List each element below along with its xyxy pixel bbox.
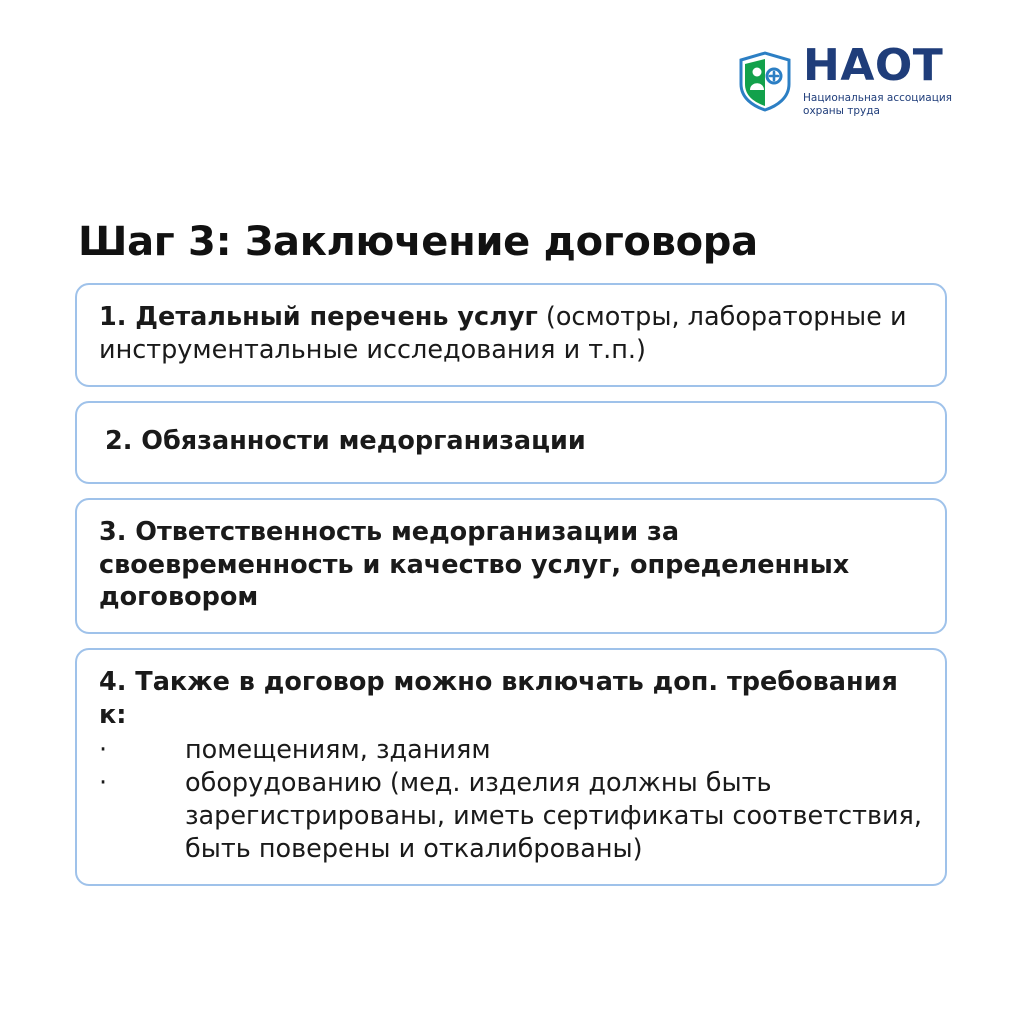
card-medorg-responsibility: [75, 498, 947, 635]
list-item: [99, 767, 923, 866]
card-1-bold-text: 1. Детальный перечень услуг: [99, 302, 538, 332]
card-2-text: 2. Обязанности медорганизации: [105, 425, 586, 456]
bullet-text: помещениям, зданиям: [185, 735, 491, 766]
card-additional-requirements: [75, 648, 947, 885]
card-4-text: 4. Также в договор можно включать доп. требования к:: [99, 667, 898, 731]
bullet-icon: ·: [99, 768, 108, 799]
page-title: Шаг 3: Заключение договора: [78, 218, 758, 265]
logo: [737, 40, 952, 118]
card-3-text: 3. Ответственность медорганизации за своевременность и качество услуг, определенных договором: [99, 516, 850, 613]
card-medorg-duties: [75, 401, 947, 484]
cards-list: [75, 283, 947, 886]
bullet-text: оборудованию (мед. изделия должны быть зарегистрированы, иметь сертификаты соответствия, быть поверены и откалиброваны): [185, 768, 922, 864]
card-services-list: [75, 283, 947, 387]
list-item: [99, 734, 923, 767]
shield-person-icon: [737, 50, 793, 112]
bullet-icon: ·: [99, 735, 108, 766]
logo-subtitle-line1: Национальная ассоциация: [803, 92, 952, 104]
logo-title: НАОТ: [803, 40, 944, 91]
card-4-bullet-list: [99, 734, 923, 866]
card-1-rest-text: (осмотры, лабораторные и инструментальные исследования и т.п.): [99, 302, 907, 365]
logo-subtitle-line2: охраны труда: [803, 105, 880, 118]
